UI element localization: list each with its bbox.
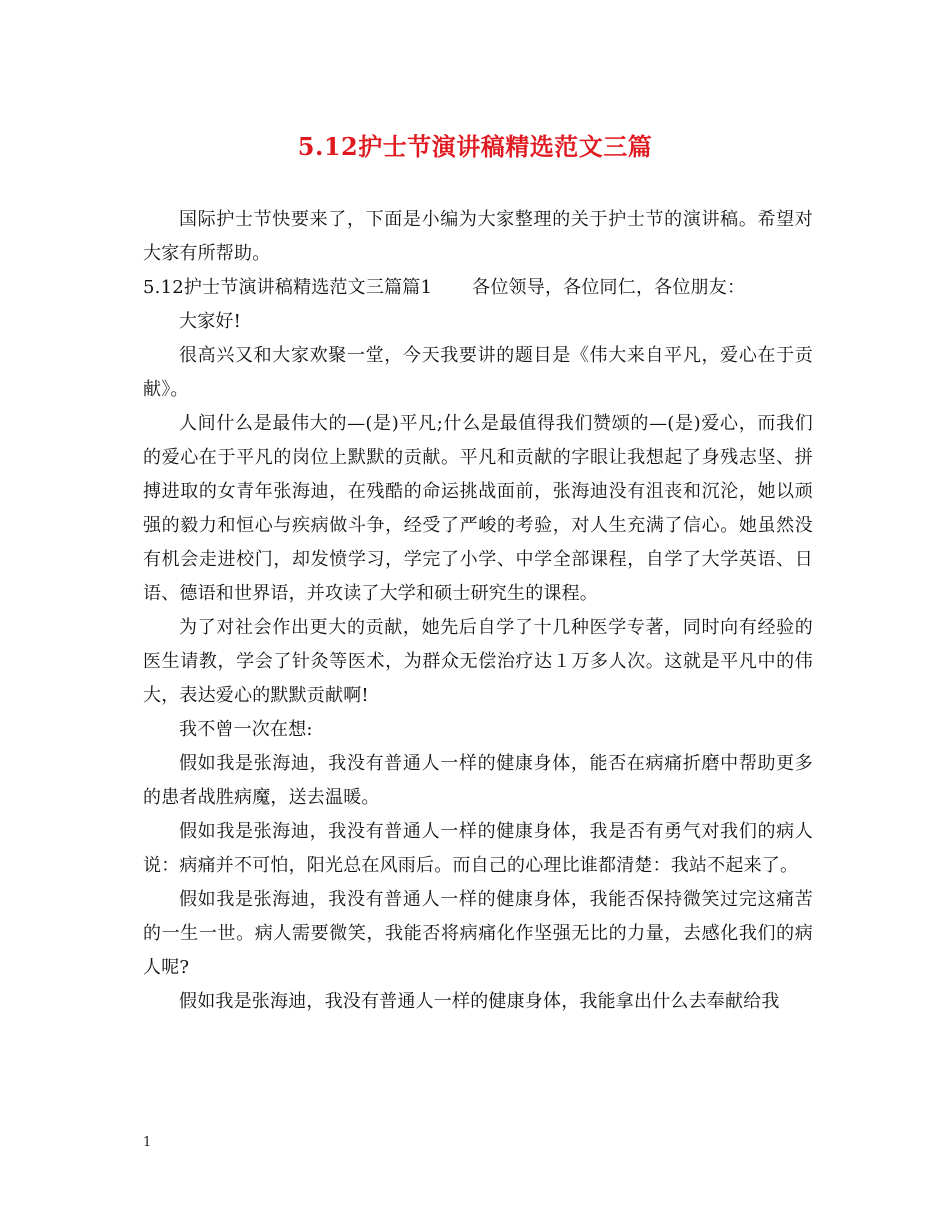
greeting-paragraph: 大家好! [179, 311, 242, 332]
body-paragraph-8: 假如我是张海迪，我没有普通人一样的健康身体，我能拿出什么去奉献给我 [179, 991, 780, 1012]
intro-paragraph: 国际护士节快要来了，下面是小编为大家整理的关于护士节的演讲稿。希望对大家有所帮助。 [143, 209, 813, 264]
body-paragraph-1: 很高兴又和大家欢聚一堂，今天我要讲的题目是《伟大来自平凡，爱心在于贡献》。 [143, 345, 813, 400]
body-paragraph-5: 假如我是张海迪，我没有普通人一样的健康身体，能否在病痛折磨中帮助更多的患者战胜病魔，送去温暖。 [143, 753, 813, 808]
page-number: 1 [143, 1135, 152, 1150]
salutation: 各位领导，各位同仁，各位朋友： [472, 277, 746, 298]
body-paragraph-7: 假如我是张海迪，我没有普通人一样的健康身体，我能否保持微笑过完这痛苦的一生一世。病人需要微笑，我能否将病痛化作坚强无比的力量，去感化我们的病人呢? [143, 889, 813, 978]
body-paragraph-4: 我不曾一次在想: [179, 719, 313, 740]
body-paragraph-6: 假如我是张海迪，我没有普通人一样的健康身体，我是否有勇气对我们的病人说：病痛并不可怕，阳光总在风雨后。而自己的心理比谁都清楚：我站不起来了。 [143, 821, 813, 876]
section-heading: 5.12护士节演讲稿精选范文三篇篇1 [143, 277, 433, 298]
body-paragraph-3: 为了对社会作出更大的贡献，她先后自学了十几种医学专著，同时向有经验的医生请教，学会了针灸等医术，为群众无偿治疗达１万多人次。这就是平凡中的伟大，表达爱心的默默贡献啊! [143, 617, 813, 706]
body-paragraph-2: 人间什么是最伟大的—(是)平凡;什么是最值得我们赞颂的—(是)爱心，而我们的爱心在于平凡的岗位上默默的贡献。平凡和贡献的字眼让我想起了身残志坚、拼搏进取的女青年张海迪，在残酷的命运挑战面前，张海迪没有沮丧和沉沦，她以顽强的毅力和恒心与疾病做斗争，经受了严峻的考验，对人生充满了信心。她虽然没有机会走进校门，却发愤学习，学完了小学、中学全部课程，自学了大学英语、日语、德语和世界语，并攻读了大学和硕士研究生的课程。 [143, 413, 813, 604]
document-body [143, 203, 813, 1019]
section-heading-line [143, 271, 813, 305]
document-title: 5.12护士节演讲稿精选范文三篇 [297, 132, 653, 161]
